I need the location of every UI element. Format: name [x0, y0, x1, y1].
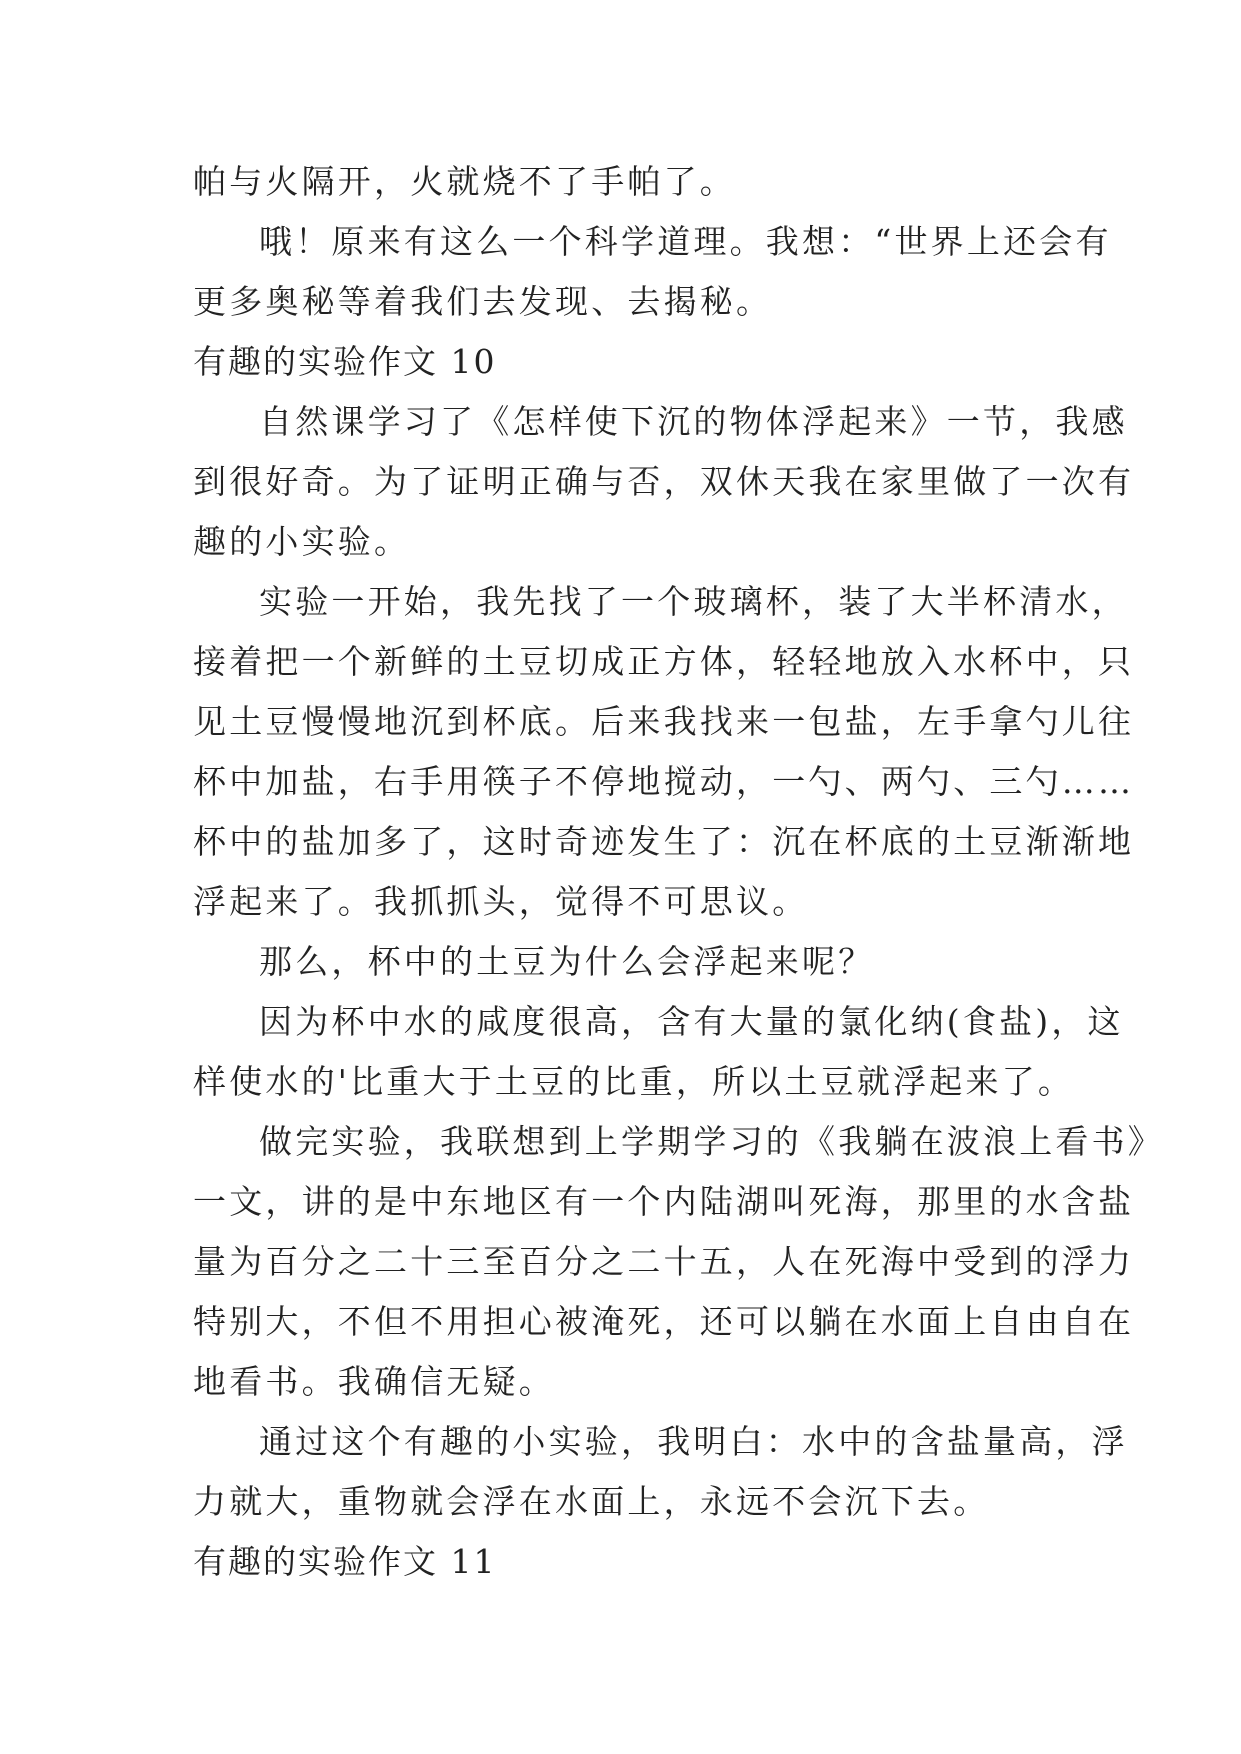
paragraph-line: 实验一开始，我先找了一个玻璃杯，装了大半杯清水， [259, 582, 1128, 621]
paragraph-line: 见土豆慢慢地沉到杯底。后来我找来一包盐，左手拿勺儿往 [193, 702, 1135, 741]
paragraph-line: 杯中加盐，右手用筷子不停地搅动，一勺、两勺、三勺…… [193, 762, 1135, 801]
paragraph-line: 杯中的盐加多了，这时奇迹发生了：沉在杯底的土豆渐渐地 [193, 822, 1135, 861]
paragraph-line: 那么，杯中的土豆为什么会浮起来呢？ [259, 942, 875, 981]
paragraph-line: 自然课学习了《怎样使下沉的物体浮起来》一节，我感 [259, 402, 1128, 441]
paragraph-line: 样使水的'比重大于土豆的比重，所以土豆就浮起来了。 [193, 1062, 1075, 1101]
paragraph-line: 到很好奇。为了证明正确与否，双休天我在家里做了一次有 [193, 462, 1135, 501]
paragraph-line: 更多奥秘等着我们去发现、去揭秘。 [193, 282, 773, 321]
paragraph-line: 哦！原来有这么一个科学道理。我想：“世界上还会有 [259, 222, 1112, 261]
paragraph-line: 一文，讲的是中东地区有一个内陆湖叫死海，那里的水含盐 [193, 1182, 1135, 1221]
paragraph-line: 帕与火隔开，火就烧不了手帕了。 [193, 162, 736, 201]
paragraph-line: 力就大，重物就会浮在水面上，永远不会沉下去。 [193, 1482, 990, 1521]
document-body [193, 152, 1164, 1592]
paragraph-line: 特别大，不但不用担心被淹死，还可以躺在水面上自由自在 [193, 1302, 1135, 1341]
paragraph-line: 做完实验，我联想到上学期学习的《我躺在波浪上看书》 [259, 1122, 1164, 1161]
paragraph-line: 接着把一个新鲜的土豆切成正方体，轻轻地放入水杯中，只 [193, 642, 1135, 681]
paragraph-line: 地看书。我确信无疑。 [193, 1362, 555, 1401]
paragraph-line: 通过这个有趣的小实验，我明白：水中的含盐量高，浮 [259, 1422, 1128, 1461]
paragraph-line: 因为杯中水的咸度很高，含有大量的氯化纳(食盐)，这 [259, 1002, 1124, 1041]
paragraph-line: 趣的小实验。 [193, 522, 411, 561]
section-heading: 有趣的实验作文 11 [193, 1542, 497, 1581]
paragraph-line: 浮起来了。我抓抓头，觉得不可思议。 [193, 882, 809, 921]
paragraph-line: 量为百分之二十三至百分之二十五，人在死海中受到的浮力 [193, 1242, 1135, 1281]
section-heading: 有趣的实验作文 10 [193, 342, 497, 381]
